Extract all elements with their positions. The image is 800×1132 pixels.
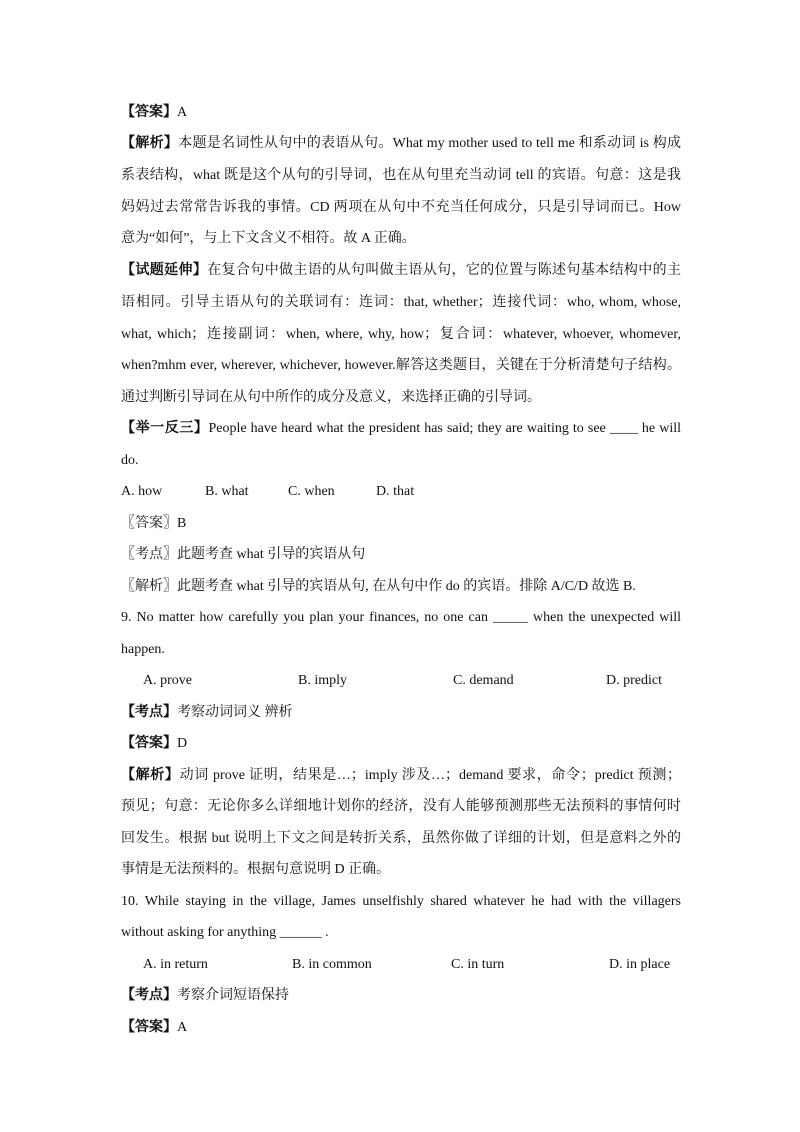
- q9-line-2: happen.: [121, 642, 165, 657]
- q9-line-1: 9. No matter how carefully you plan your finances, no one can _____ when the unexpected will: [121, 610, 681, 625]
- q9-analysis-line-4: 事情是无法预料的。根据句意说明 D 正确。: [121, 862, 391, 877]
- practice-answer: 〖答案〗B: [121, 516, 187, 531]
- q10-option-a: A. in return: [143, 957, 208, 972]
- q9-point-label: 【考点】: [121, 705, 177, 720]
- extension-label: 【试题延伸】: [121, 263, 208, 278]
- q9-answer-label: 【答案】: [121, 736, 177, 751]
- answer-value: A: [177, 105, 188, 120]
- answer-label: 【答案】: [121, 105, 177, 120]
- q10-option-b: B. in common: [292, 957, 372, 972]
- analysis-text-1: 本题是名词性从句中的表语从句。What my mother used to tell me 和系动词 is 构成: [178, 136, 681, 151]
- q10-line-1: 10. While staying in the village, James unselfishly shared whatever he had with the villagers: [121, 894, 681, 909]
- extension-line-3: what, which；连接副词：when, where, why, how；复合词：whatever, whoever, whomever,: [121, 327, 681, 342]
- extension-line-2: 语相同。引导主语从句的关联词有：连词：that, whether；连接代词：who, whom, whose,: [121, 295, 681, 310]
- q10-answer: [121, 1018, 681, 1038]
- q10-answer-label: 【答案】: [121, 1020, 177, 1035]
- extension-line-4: when?mhm ever, wherever, whichever, however.解答这类题目，关键在于分析清楚句子结构。: [121, 358, 681, 373]
- q9-point-text: 考察动词词义 辨析: [177, 705, 293, 720]
- q9-analysis-line-2: 预见；句意：无论你多么详细地计划你的经济，没有人能够预测那些无法预料的事情何时: [121, 799, 681, 814]
- q9-option-d: D. predict: [606, 673, 662, 688]
- q9-answer-value: D: [177, 736, 188, 751]
- practice-line-2: do.: [121, 453, 139, 468]
- analysis-line-4: 意为“如何”，与上下文含义不相符。故 A 正确。: [121, 231, 416, 246]
- q10-line-2: without asking for anything ______ .: [121, 925, 329, 940]
- practice-option-d: D. that: [376, 484, 415, 499]
- q10-option-c: C. in turn: [451, 957, 505, 972]
- q10-answer-value: A: [177, 1020, 188, 1035]
- extension-line-5: 通过判断引导词在从句中所作的成分及意义，来选择正确的引导词。: [121, 390, 541, 405]
- analysis-line-1: [121, 134, 681, 154]
- q9-answer: [121, 734, 681, 754]
- q10-point-text: 考察介词短语保持: [177, 988, 289, 1003]
- answer-line: [121, 103, 681, 123]
- q9-option-a: A. prove: [143, 673, 192, 688]
- analysis-line-3: 妈妈过去常常告诉我的事情。CD 两项在从句中不充当任何成分，只是引导词而已。How: [121, 200, 681, 215]
- q10-point: [121, 986, 681, 1006]
- practice-text-1: People have heard what the president has said; they are waiting to see ____ he will: [208, 421, 681, 436]
- q10-options: [143, 955, 683, 975]
- q9-option-b: B. imply: [298, 673, 348, 688]
- q9-analysis-label: 【解析】: [121, 768, 180, 783]
- practice-option-b: B. what: [205, 484, 249, 499]
- practice-label: 【举一反三】: [121, 421, 209, 436]
- extension-text-1: 在复合句中做主语的从句叫做主语从句，它的位置与陈述句基本结构中的主: [207, 263, 682, 278]
- practice-option-a: A. how: [121, 484, 163, 499]
- q9-analysis-line-1: [121, 766, 681, 786]
- q9-analysis-text-1: 动词 prove 证明，结果是…；imply 涉及…；demand 要求，命令；predict 预测；: [179, 768, 682, 783]
- practice-point: 〖考点〗此题考查 what 引导的宾语从句: [121, 547, 366, 562]
- q10-option-d: D. in place: [609, 957, 671, 972]
- q10-point-label: 【考点】: [121, 988, 177, 1003]
- extension-line-1: [121, 261, 681, 281]
- q9-point: [121, 703, 681, 723]
- analysis-line-2: 系表结构，what 既是这个从句的引导词，也在从句里充当动词 tell 的宾语。句意：这是我: [121, 168, 681, 183]
- q9-analysis-line-3: 回发生。根据 but 说明上下文之间是转折关系，虽然你做了详细的计划，但是意料之外的: [121, 831, 681, 846]
- practice-analysis: 〖解析〗此题考查 what 引导的宾语从句, 在从句中作 do 的宾语。排除 A/C/D 故选 B.: [121, 579, 636, 594]
- practice-option-c: C. when: [288, 484, 335, 499]
- q9-option-c: C. demand: [453, 673, 514, 688]
- practice-options: [121, 482, 521, 502]
- q9-options: [143, 671, 683, 691]
- analysis-label: 【解析】: [121, 136, 179, 151]
- practice-line-1: [121, 419, 681, 439]
